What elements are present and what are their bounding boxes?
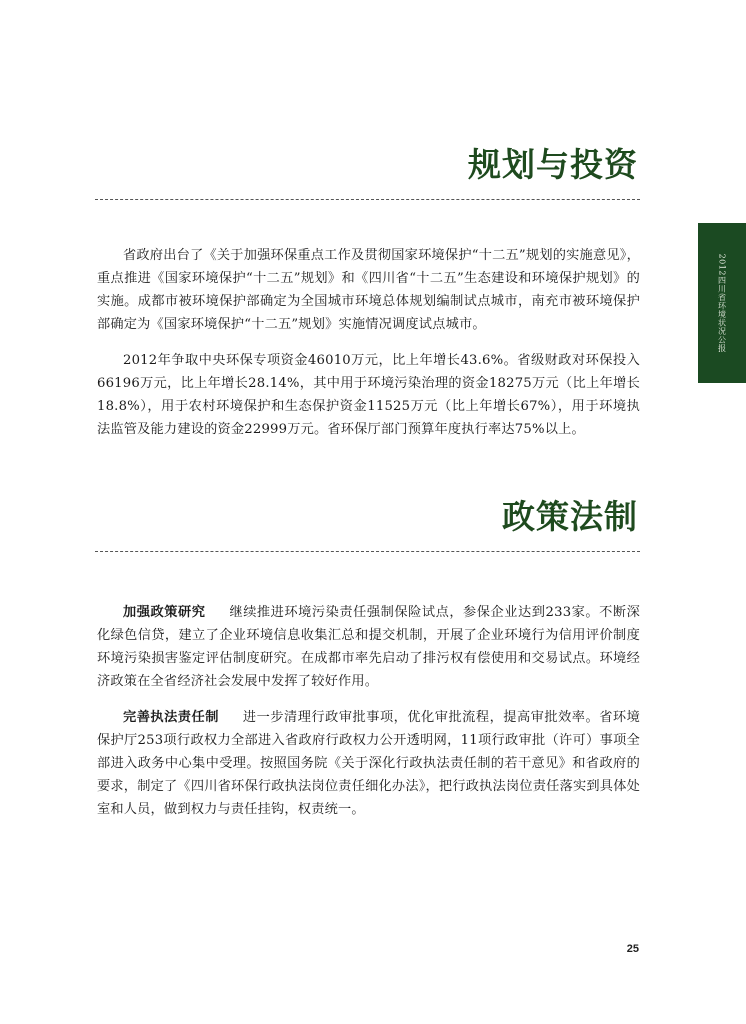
paragraph-lead: 完善执法责任制 bbox=[123, 710, 219, 725]
side-tab bbox=[698, 223, 746, 383]
paragraph bbox=[97, 706, 640, 821]
paragraph bbox=[97, 601, 640, 693]
paragraph-body: 继续推进环境污染责任强制保险试点，参保企业达到233家。不断深化绿色信贷，建立了企业环境信息收集汇总和提交机制，开展了企业环境行为信用评价制度环境污染损害鉴定评估制度研究。在成都市率先启动了排污权有偿使用和交易试点。环境经济政策在全省经济社会发展中发挥了较好作用。 bbox=[97, 605, 640, 689]
section-divider bbox=[95, 551, 640, 552]
paragraph-body: 进一步清理行政审批事项，优化审批流程，提高审批效率。省环境保护厅253项行政权力全部进入省政府行政权力公开透明网，11项行政审批（许可）事项全部进入政务中心集中受理。按照国务院《关于深化行政执法责任制的若干意见》和省政府的要求，制定了《四川省环保行政执法岗位责任细化办法》，把行政执法岗位责任落实到具体处室和人员，做到权力与责任挂钩，权责统一。 bbox=[97, 710, 640, 817]
paragraph: 2012年争取中央环保专项资金46010万元，比上年增长43.6%。省级财政对环保投入66196万元，比上年增长28.14%，其中用于环境污染治理的资金18275万元（比上年增长18.8%），用于农村环境保护和生态保护资金11525万元（比上年增长67%），用于环境执法监管及能力建设的资金22999万元。省环保厅部门预算年度执行率达75%以上。 bbox=[97, 353, 640, 437]
side-tab-label: 2012四川省环境状况公报 bbox=[717, 253, 727, 353]
section-divider bbox=[95, 199, 640, 200]
paragraph: 省政府出台了《关于加强环保重点工作及贯彻国家环境保护“十二五”规划的实施意见》，重点推进《国家环境保护“十二五”规划》和《四川省“十二五”生态建设和环境保护规划》的实施。成都市被环境保护部确定为全国城市环境总体规划编制试点城市，南充市被环境保护部确定为《国家环境保护“十二五”规划》实施情况调度试点城市。 bbox=[97, 248, 640, 332]
page-number: 25 bbox=[626, 943, 639, 955]
section-title-planning-investment: 规划与投资 bbox=[468, 145, 638, 184]
paragraph-lead: 加强政策研究 bbox=[123, 605, 206, 620]
section-title-policy-law: 政策法制 bbox=[502, 497, 638, 536]
